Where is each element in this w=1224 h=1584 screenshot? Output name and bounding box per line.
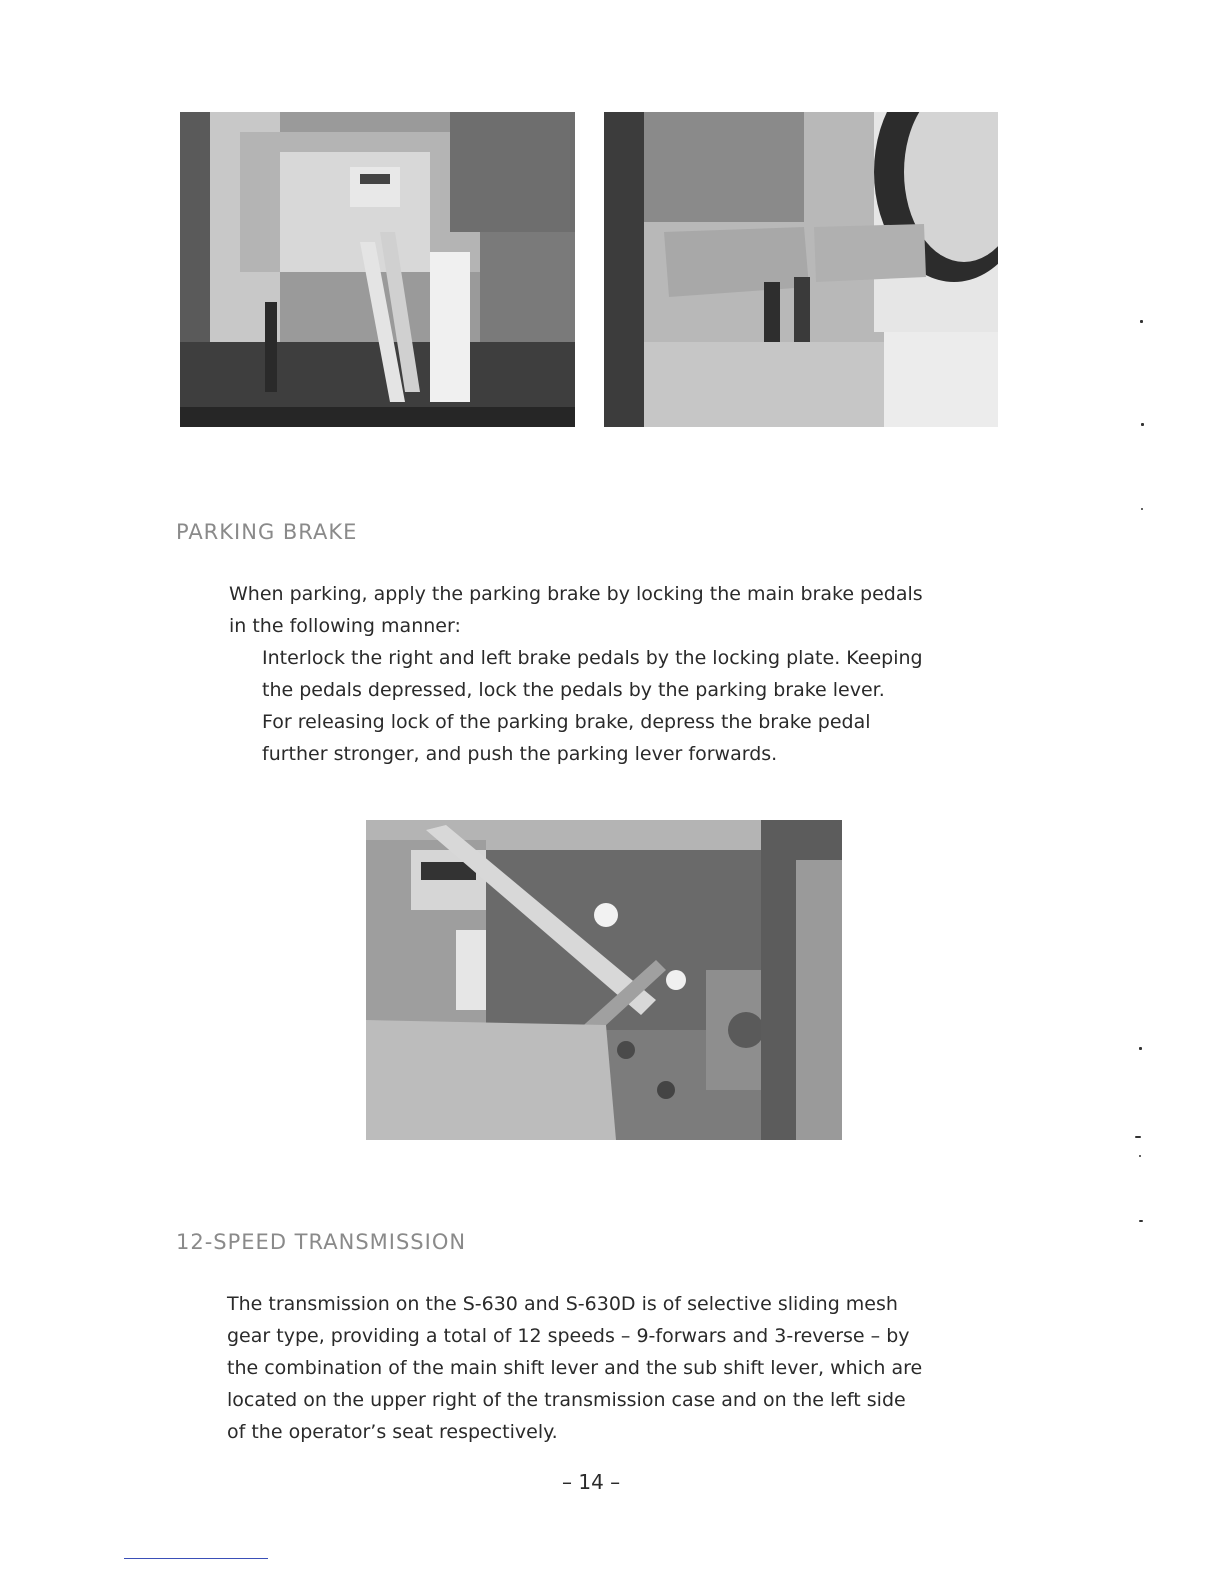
text-line: of the operator’s seat respectively. (227, 1421, 558, 1443)
scan-speck (1135, 1136, 1141, 1138)
parking-brake-text (229, 578, 1009, 770)
footnote-rule (124, 1558, 268, 1559)
text-line: The transmission on the S-630 and S-630D is of selective sliding mesh (227, 1293, 898, 1315)
page-number: – 14 – (562, 1470, 621, 1494)
text-line: Interlock the right and left brake pedals by the locking plate. Keeping (262, 647, 923, 669)
scan-speck (1139, 1047, 1142, 1050)
scan-speck (1139, 1220, 1143, 1222)
scan-speck (1139, 1155, 1141, 1157)
scan-speck (1140, 320, 1143, 323)
text-line: For releasing lock of the parking brake, depress the brake pedal (262, 711, 871, 733)
photo-brake-pedals (604, 112, 998, 427)
scan-speck (1141, 423, 1144, 426)
text-line: further stronger, and push the parking lever forwards. (262, 743, 778, 765)
photo-tractor-levers (180, 112, 575, 427)
section-heading-parking-brake: PARKING BRAKE (176, 520, 358, 544)
scan-speck (1141, 508, 1143, 510)
text-line: gear type, providing a total of 12 speeds – 9-forwars and 3-reverse – by (227, 1325, 910, 1347)
transmission-text (227, 1288, 1007, 1448)
text-line: When parking, apply the parking brake by locking the main brake pedals (229, 583, 923, 605)
photo-parking-brake-lever (366, 820, 842, 1140)
text-line: the combination of the main shift lever and the sub shift lever, which are (227, 1357, 923, 1379)
text-line: the pedals depressed, lock the pedals by the parking brake lever. (262, 679, 885, 701)
section-heading-transmission: 12-SPEED TRANSMISSION (176, 1230, 467, 1254)
text-line: located on the upper right of the transmission case and on the left side (227, 1389, 906, 1411)
text-line: in the following manner: (229, 615, 461, 637)
